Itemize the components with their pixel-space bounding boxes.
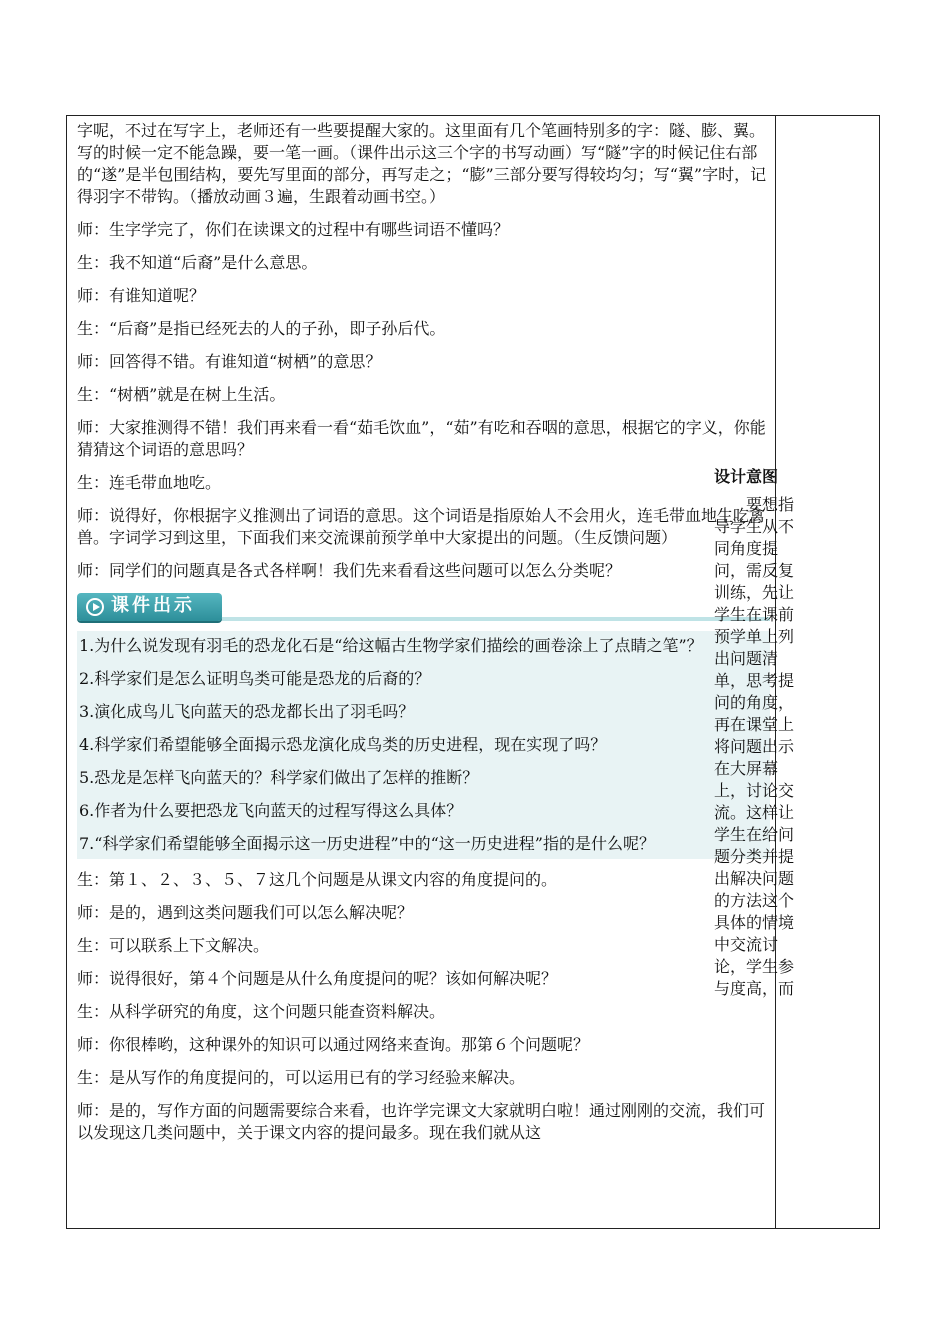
banner-underline <box>217 617 770 621</box>
paragraph: 师：有谁知道呢？ <box>77 286 206 305</box>
paragraph: 师：你很棒哟，这种课外的知识可以通过网络来查询。那第６个问题呢？ <box>77 1035 590 1054</box>
paragraph: 生：我不知道“后裔”是什么意思。 <box>77 253 318 272</box>
paragraph: 师：大家推测得不错！我们再来看一看“茹毛饮血”，“茹”有吃和吞咽的意思，根据它的字义，你能猜猜这个词语的意思吗？ <box>77 418 766 459</box>
paragraph: 生：“后裔”是指已经死去的人的子孙，即子孙后代。 <box>77 319 446 338</box>
paragraph: 字呢，不过在写字上，老师还有一些要提醒大家的。这里面有几个笔画特别多的字：隧、膨、翼。写的时候一定不能急躁，要一笔一画。（课件出示这三个字的书写动画）写“隧”字的时候记住右部的“遂”是半包围结构，要先写里面的部分，再写走之；“膨”三部分要写得较均匀；写“翼”字时，记得羽字不带钩。（播放动画３遍，生跟着动画书空。） <box>77 121 767 206</box>
list-item: 5.恐龙是怎样飞向蓝天的？科学家们做出了怎样的推断？ <box>79 768 479 787</box>
paragraph: 师：回答得不错。有谁知道“树栖”的意思？ <box>77 352 382 371</box>
courseware-banner <box>77 593 770 625</box>
design-intent-column <box>714 466 806 1000</box>
paragraph: 生：第１、２、３、５、７这几个问题是从课文内容的角度提问的。 <box>77 870 558 889</box>
paragraph: 生：“树栖”就是在树上生活。 <box>77 385 286 404</box>
list-item: 2.科学家们是怎么证明鸟类可能是恐龙的后裔的？ <box>79 669 431 688</box>
list-item: 7.“科学家们希望能够全面揭示这一历史进程”中的“这一历史进程”指的是什么呢？ <box>79 834 655 853</box>
list-item: 1.为什么说发现有羽毛的恐龙化石是“给这幅古生物学家们描绘的画卷涂上了点睛之笔”？ <box>79 636 703 655</box>
paragraph: 生：可以联系上下文解决。 <box>77 936 270 955</box>
list-item: 4.科学家们希望能够全面揭示恐龙演化成鸟类的历史进程，现在实现了吗？ <box>79 735 607 754</box>
paragraph: 师：是的，遇到这类问题我们可以怎么解决呢？ <box>77 903 414 922</box>
paragraph: 生：从科学研究的角度，这个问题只能查资料解决。 <box>77 1002 446 1021</box>
list-item: 3.演化成鸟儿飞向蓝天的恐龙都长出了羽毛吗？ <box>79 702 415 721</box>
paragraph: 师：生字学完了，你们在读课文的过程中有哪些词语不懂吗？ <box>77 220 510 239</box>
main-column <box>77 120 770 1144</box>
play-circle-icon <box>86 598 104 616</box>
paragraph: 师：说得很好，第４个问题是从什么角度提问的呢？该如何解决呢？ <box>77 969 558 988</box>
paragraph: 师：是的，写作方面的问题需要综合来看，也许学完课文大家就明白啦！通过刚刚的交流，我们可以发现这几类问题中，关于课文内容的提问最多。现在我们就从这 <box>77 1101 766 1142</box>
banner-label: 课件出示 <box>111 595 195 616</box>
paragraph: 师：同学们的问题真是各式各样啊！我们先来看看这些问题可以怎么分类呢？ <box>77 561 622 580</box>
question-list <box>77 631 770 859</box>
list-item: 6.作者为什么要把恐龙飞向蓝天的过程写得这么具体？ <box>79 801 463 820</box>
paragraph: 生：是从写作的角度提问的，可以运用已有的学习经验来解决。 <box>77 1068 526 1087</box>
design-intent-title: 设计意图 <box>714 467 779 486</box>
design-intent-text: 要想指导学生从不同角度提问，需反复训练，先让学生在课前预学单上列出问题清单，思考提问的角度，再在课堂上将问题出示在大屏幕上，讨论交流。这样让学生在给问题分类并提出解决问题的方法这个具体的情境中交流讨论，学生参与度高，而 <box>714 495 795 998</box>
paragraph: 师：说得好，你根据字义推测出了词语的意思。这个词语是指原始人不会用火，连毛带血地生吃禽兽。字词学习到这里，下面我们来交流课前预学单中大家提出的问题。（生反馈问题） <box>77 506 766 547</box>
paragraph: 生：连毛带血地吃。 <box>77 473 222 492</box>
banner-tag <box>77 593 222 621</box>
